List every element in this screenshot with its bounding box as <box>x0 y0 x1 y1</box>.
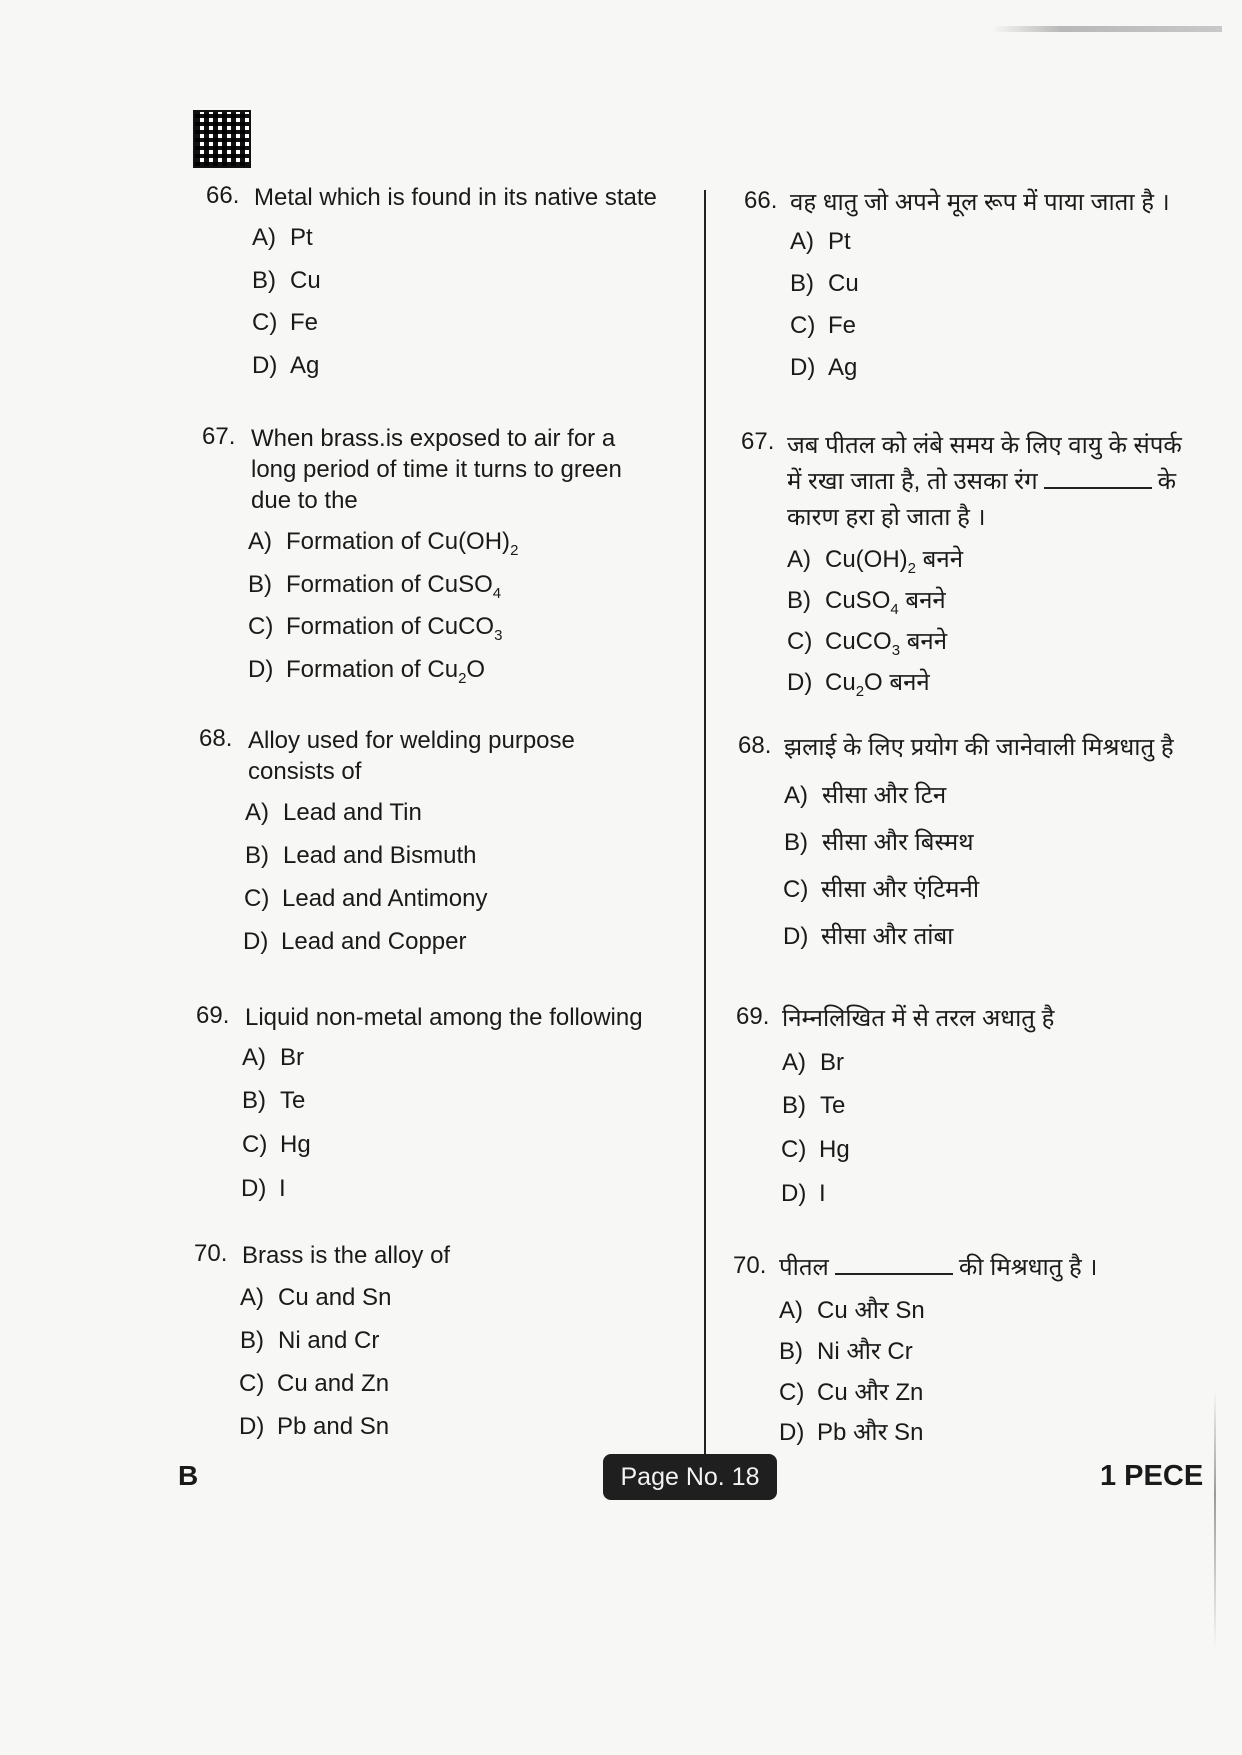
option-66-d-hi: D) Ag <box>790 354 858 381</box>
question-number: 68. <box>738 732 772 759</box>
question-number: 70. <box>733 1252 767 1279</box>
option-69-c-hi: C) Hg <box>781 1136 850 1163</box>
option-67-c-hi: C) CuCO$_3$ बनने <box>787 628 948 659</box>
option-68-b-hi: B) सीसा और बिस्मथ <box>784 829 974 856</box>
question-text: जब पीतल को लंबे समय के लिए वायु के संपर्क में रखा जाता है, तो उसका रंग के कारण हरा हो जाता है । <box>787 432 1182 531</box>
option-69-c-en: C) Hg <box>242 1131 311 1158</box>
option-70-c-en: C) Cu and Zn <box>239 1370 390 1397</box>
question-number: 69. <box>736 1003 770 1030</box>
question-text: वह धातु जो अपने मूल रूप में पाया जाता है । <box>790 189 1170 216</box>
question-number: 70. <box>194 1240 228 1267</box>
option-67-c-en: C) Formation of CuCO$_3$ <box>248 613 503 644</box>
option-66-b-en: B) Cu <box>252 267 321 294</box>
option-70-c-hi: C) Cu और Zn <box>779 1379 924 1406</box>
option-66-b-hi: B) Cu <box>790 270 859 297</box>
option-70-d-en: D) Pb and Sn <box>239 1413 390 1440</box>
option-70-b-hi: B) Ni और Cr <box>779 1338 913 1365</box>
option-69-d-en: D) I <box>241 1175 286 1202</box>
option-67-a-hi: A) $Cu(OH)_2$ बनने <box>787 546 964 577</box>
question-text: झलाई के लिए प्रयोग की जानेवाली मिश्रधातु है <box>784 734 1174 761</box>
option-69-d-hi: D) I <box>781 1180 826 1207</box>
option-68-a-hi: A) सीसा और टिन <box>784 782 947 809</box>
option-68-a-en: A) Lead and Tin <box>245 799 422 826</box>
question-text: पीतल की मिश्रधातु है । <box>779 1254 1098 1281</box>
question-text: When brass.is exposed to air for a long period of time it turns to green due to the <box>251 425 622 514</box>
option-66-c-en: C) Fe <box>252 309 319 336</box>
option-70-a-en: A) Cu and Sn <box>240 1284 392 1311</box>
option-68-d-en: D) Lead and Copper <box>243 928 467 955</box>
page-number-badge: Page No. 18 <box>603 1454 777 1500</box>
option-69-a-hi: A) Br <box>782 1049 844 1076</box>
question-number: 67. <box>202 423 236 450</box>
option-70-d-hi: D) Pb और Sn <box>779 1419 924 1446</box>
set-label: B <box>178 1460 199 1491</box>
paper-code: 1 PECE <box>1100 1460 1204 1492</box>
question-text: Liquid non-metal among the following <box>245 1004 643 1031</box>
question-number: 69. <box>196 1002 230 1029</box>
fill-in-blank <box>1044 467 1152 489</box>
option-68-d-hi: D) सीसा और तांबा <box>783 923 954 950</box>
option-66-a-en: A) Pt <box>252 224 313 251</box>
question-number: 67. <box>741 428 775 455</box>
option-69-a-en: A) Br <box>242 1044 304 1071</box>
column-divider <box>704 190 706 1455</box>
question-text: Brass is the alloy of <box>242 1242 451 1269</box>
option-67-b-hi: B) CuSO$_4$ बनने <box>787 587 946 618</box>
option-66-c-hi: C) Fe <box>790 312 857 339</box>
qr-code-icon <box>193 110 251 168</box>
fill-in-blank <box>835 1253 953 1275</box>
option-66-d-en: D) Ag <box>252 352 320 379</box>
option-68-b-en: B) Lead and Bismuth <box>245 842 477 869</box>
scan-edge-mark <box>992 26 1222 32</box>
option-67-a-en: A) Formation of $Cu(OH)_2$ <box>248 528 519 559</box>
option-67-b-en: B) Formation of CuSO$_4$ <box>248 571 502 602</box>
question-text: निम्नलिखित में से तरल अधातु है <box>782 1005 1055 1032</box>
scan-edge-line <box>1214 1390 1216 1650</box>
question-number: 66. <box>206 182 240 209</box>
option-70-a-hi: A) Cu और Sn <box>779 1297 925 1324</box>
option-66-a-hi: A) Pt <box>790 228 851 255</box>
option-68-c-hi: C) सीसा और एंटिमनी <box>783 876 980 903</box>
option-69-b-hi: B) Te <box>782 1092 846 1119</box>
option-68-c-en: C) Lead and Antimony <box>244 885 488 912</box>
option-70-b-en: B) Ni and Cr <box>240 1327 380 1354</box>
question-text: Alloy used for welding purpose consists of <box>248 727 575 785</box>
option-67-d-en: D) Formation of $Cu_2O$ <box>248 656 486 687</box>
option-69-b-en: B) Te <box>242 1087 306 1114</box>
question-text: Metal which is found in its native state <box>254 184 657 211</box>
question-number: 66. <box>744 187 778 214</box>
question-number: 68. <box>199 725 233 752</box>
option-67-d-hi: D) $Cu_2O$ बनने <box>787 669 930 700</box>
